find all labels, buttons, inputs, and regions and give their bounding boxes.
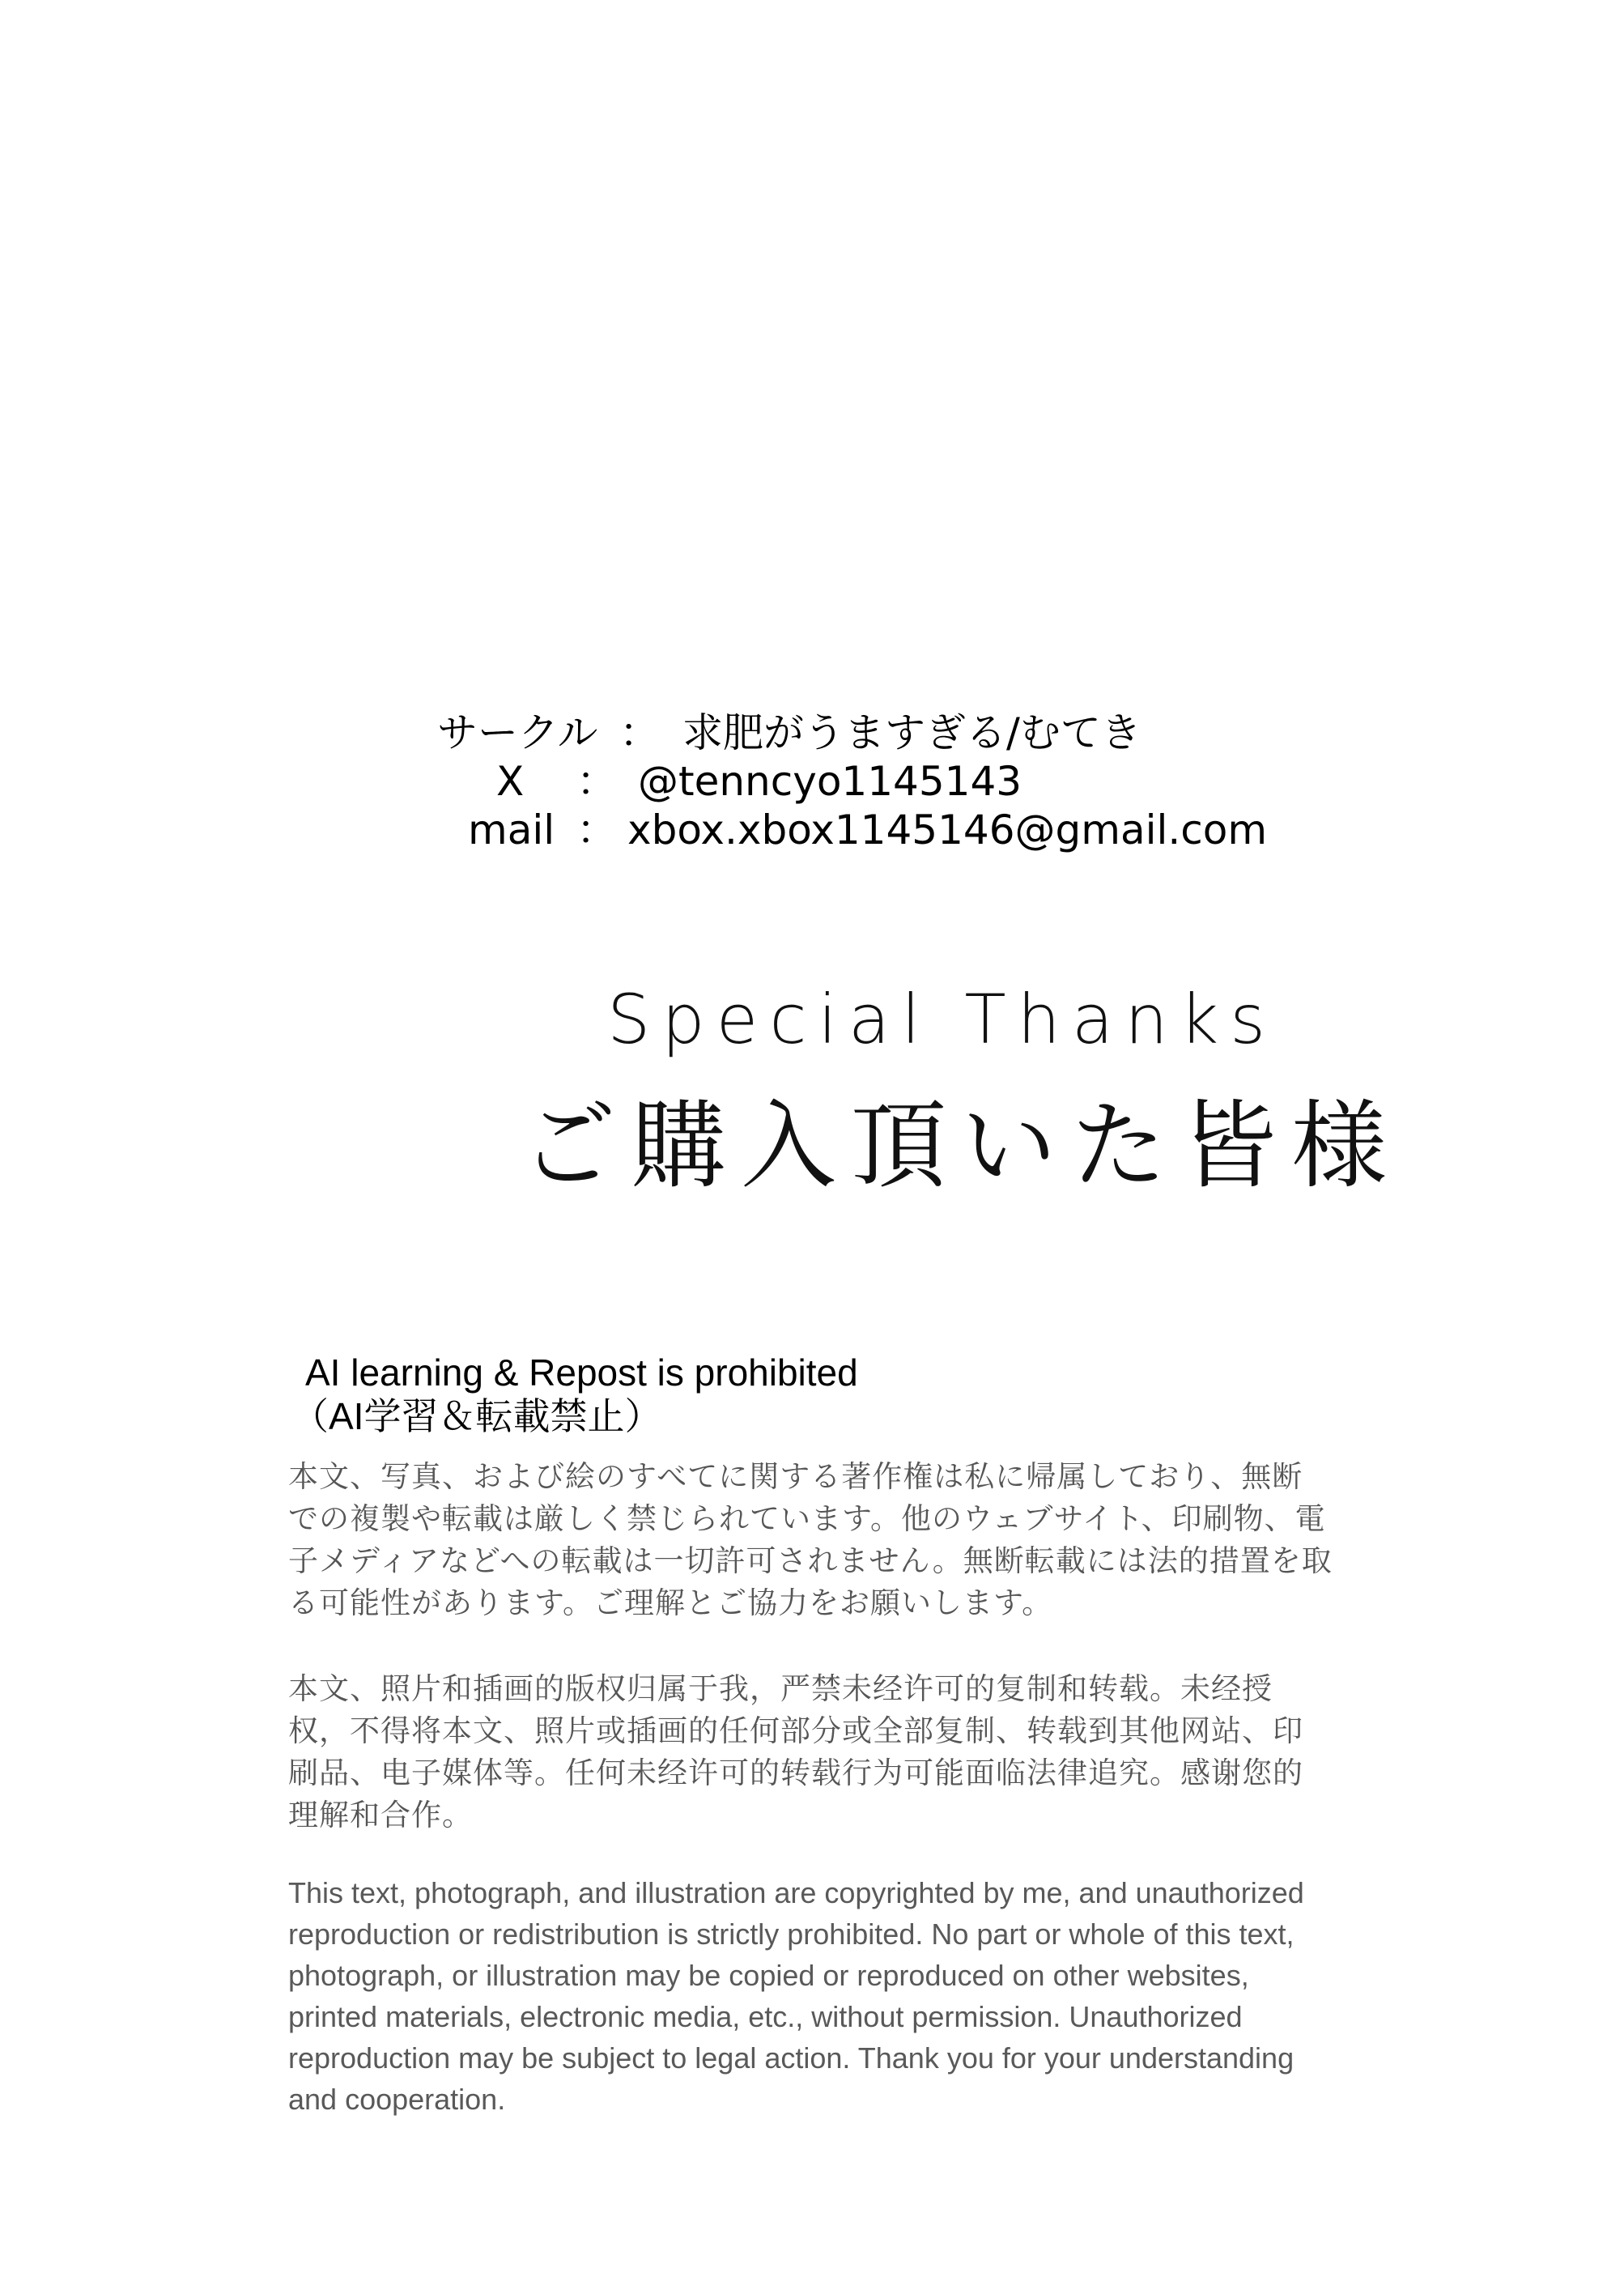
x-colon: ： <box>576 758 617 805</box>
copyright-paragraph-ja: 本文、写真、および絵のすべてに関する著作権は私に帰属しており、無断での複製や転載は厳しく禁じられています。他のウェブサイト、印刷物、電子メディアなどへの転載は一切許可されません。無断転載には法的措置を取る可能性があります。ご理解とご協力をお願いします。 <box>288 1459 1333 1620</box>
special-thanks-title: Special Thanks <box>607 980 1278 1059</box>
mail-colon: ： <box>576 807 617 853</box>
x-handle: @tenncyo1145143 <box>638 758 1022 805</box>
mail-address: xbox.xbox1145146@gmail.com <box>627 807 1268 853</box>
circle-colon: ： <box>619 709 660 756</box>
copyright-paragraph-en: This text, photograph, and illustration are copyrighted by me, and unauthorized reproduction or redistribution is strictly prohibited. No part or whole of this text, photograph, or illustration may be copied or reproduced on other websites, printed materials, electronic media, etc., without permission. Unauthorized reproduction may be subject to legal action. Thank you for your understanding and cooperation. <box>288 1876 1304 2116</box>
ai-notice-ja: （AI学習＆転載禁止） <box>291 1395 662 1437</box>
mail-label: mail <box>468 807 555 853</box>
ai-notice-en: AI learning & Repost is prohibited <box>305 1351 858 1394</box>
circle-name: 求肥がうますぎる/むてき <box>682 709 1141 756</box>
circle-label: サークル <box>437 709 598 756</box>
x-label: X <box>496 758 525 805</box>
special-thanks-recipients: ご購入頂いた皆様 <box>521 1090 1402 1202</box>
copyright-paragraph-zh: 本文、照片和插画的版权归属于我，严禁未经许可的复制和转载。未经授权，不得将本文、照片或插画的任何部分或全部复制、转载到其他网站、印刷品、电子媒体等。任何未经许可的转载行为可能面临法律追究。感谢您的理解和合作。 <box>288 1671 1303 1832</box>
